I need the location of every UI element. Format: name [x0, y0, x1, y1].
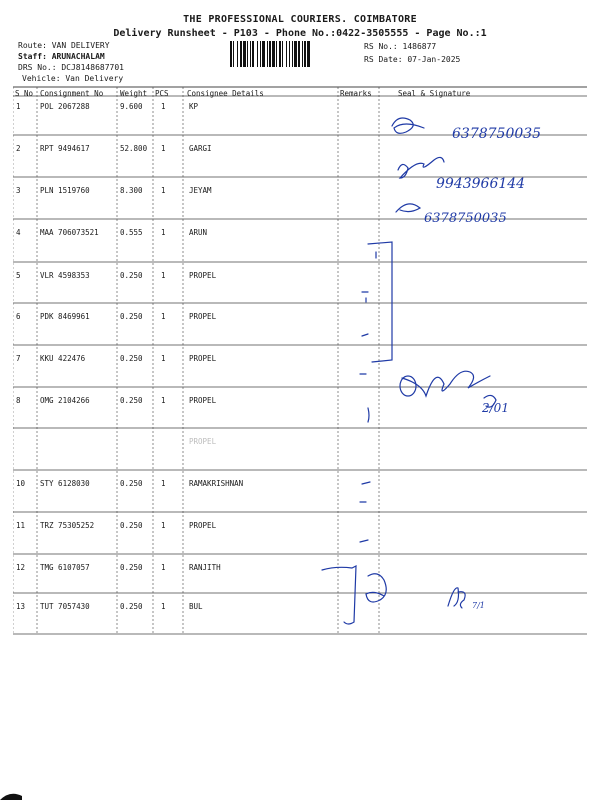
row-2-weight: 52.800 — [120, 144, 148, 153]
signature-date: 2/01 — [482, 401, 509, 415]
row-11-pcs: 1 — [161, 521, 166, 530]
row-7-sno: 7 — [16, 354, 21, 363]
row-9-consignee: PROPEL — [189, 437, 217, 446]
row-6-cons: PDK 8469961 — [40, 312, 90, 321]
row-8-sno: 8 — [16, 396, 21, 405]
row-4-consignee: ARUN — [189, 228, 208, 237]
row-12-sno: 12 — [16, 563, 26, 572]
row-11-sno: 11 — [16, 521, 26, 530]
row-3-cons: PLN 1519760 — [40, 186, 90, 195]
col-header-consignment: Consignment No — [40, 89, 104, 98]
signature-phone-1: 6378750035 — [452, 126, 542, 142]
row-12-pcs: 1 — [161, 563, 166, 572]
row-6-weight: 0.250 — [120, 312, 143, 321]
vehicle-field: Vehicle: Van Delivery — [22, 74, 124, 83]
row-13-consignee: BUL — [189, 602, 203, 611]
row-5-consignee: PROPEL — [189, 271, 217, 280]
row-11-weight: 0.250 — [120, 521, 143, 530]
row-12-weight: 0.250 — [120, 563, 143, 572]
row-4-weight: 0.555 — [120, 228, 143, 237]
row-5-sno: 5 — [16, 271, 21, 280]
row-6-sno: 6 — [16, 312, 21, 321]
row-10-sno: 10 — [16, 479, 26, 488]
row-5-weight: 0.250 — [120, 271, 143, 280]
row-3-sno: 3 — [16, 186, 21, 195]
row-11-consignee: PROPEL — [189, 521, 217, 530]
scan-corner-mark — [0, 786, 40, 800]
row-10-pcs: 1 — [161, 479, 166, 488]
row-2-cons: RPT 9494617 — [40, 144, 90, 153]
row-12-consignee: RANJITH — [189, 563, 221, 572]
row-13-sno: 13 — [16, 602, 26, 611]
row-8-consignee: PROPEL — [189, 396, 217, 405]
row-4-sno: 4 — [16, 228, 21, 237]
col-header-remarks: Remarks — [340, 89, 372, 98]
signature-phone-3: 6378750035 — [424, 211, 507, 226]
rs-number-field: RS No.: 1486877 — [364, 42, 437, 51]
row-8-weight: 0.250 — [120, 396, 143, 405]
row-7-pcs: 1 — [161, 354, 166, 363]
row-12-cons: TMG 6107057 — [40, 563, 90, 572]
row-3-weight: 8.300 — [120, 186, 143, 195]
row-1-weight: 9.600 — [120, 102, 143, 111]
row-8-cons: OMG 2104266 — [40, 396, 90, 405]
route-field: Route: VAN DELIVERY — [18, 41, 110, 50]
staff-field: Staff: ARUNACHALAM — [18, 52, 105, 61]
row-3-consignee: JEYAM — [189, 186, 212, 195]
row-3-pcs: 1 — [161, 186, 166, 195]
row-8-pcs: 1 — [161, 396, 166, 405]
row-13-pcs: 1 — [161, 602, 166, 611]
row-5-pcs: 1 — [161, 271, 166, 280]
row-2-pcs: 1 — [161, 144, 166, 153]
col-header-signature: Seal & Signature — [398, 89, 471, 98]
row-1-consignee: KP — [189, 102, 199, 111]
row-1-pcs: 1 — [161, 102, 166, 111]
row-7-weight: 0.250 — [120, 354, 143, 363]
signature-phone-2: 9943966144 — [436, 176, 526, 192]
row-11-cons: TRZ 75305252 — [40, 521, 95, 530]
col-header-pcs: PCS — [155, 89, 169, 98]
row-13-weight: 0.250 — [120, 602, 143, 611]
rs-date-field: RS Date: 07-Jan-2025 — [364, 55, 461, 64]
company-name: THE PROFESSIONAL COURIERS. COIMBATORE — [183, 14, 417, 25]
row-5-cons: VLR 4598353 — [40, 271, 90, 280]
row-7-cons: KKU 422476 — [40, 354, 86, 363]
row-7-consignee: PROPEL — [189, 354, 217, 363]
row-10-consignee: RAMAKRISHNAN — [189, 479, 244, 488]
svg-text:7/1: 7/1 — [472, 601, 485, 610]
col-header-consignee: Consignee Details — [187, 89, 264, 98]
row-2-sno: 2 — [16, 144, 21, 153]
row-1-cons: POL 2067288 — [40, 102, 90, 111]
row-1-sno: 1 — [16, 102, 21, 111]
row-4-cons: MAA 706073521 — [40, 228, 99, 237]
drs-number-field: DRS No.: DCJ8148687701 — [18, 63, 124, 72]
row-2-consignee: GARGI — [189, 144, 212, 153]
row-6-consignee: PROPEL — [189, 312, 217, 321]
col-header-sno: S No — [15, 89, 34, 98]
row-4-pcs: 1 — [161, 228, 166, 237]
row-13-cons: TUT 7057430 — [40, 602, 90, 611]
row-6-pcs: 1 — [161, 312, 166, 321]
row-10-weight: 0.250 — [120, 479, 143, 488]
col-header-weight: Weight — [120, 89, 148, 98]
row-10-cons: STY 6128030 — [40, 479, 90, 488]
runsheet-title: Delivery Runsheet - P103 - Phone No.:0422-3505555 - Page No.:1 — [113, 28, 487, 39]
